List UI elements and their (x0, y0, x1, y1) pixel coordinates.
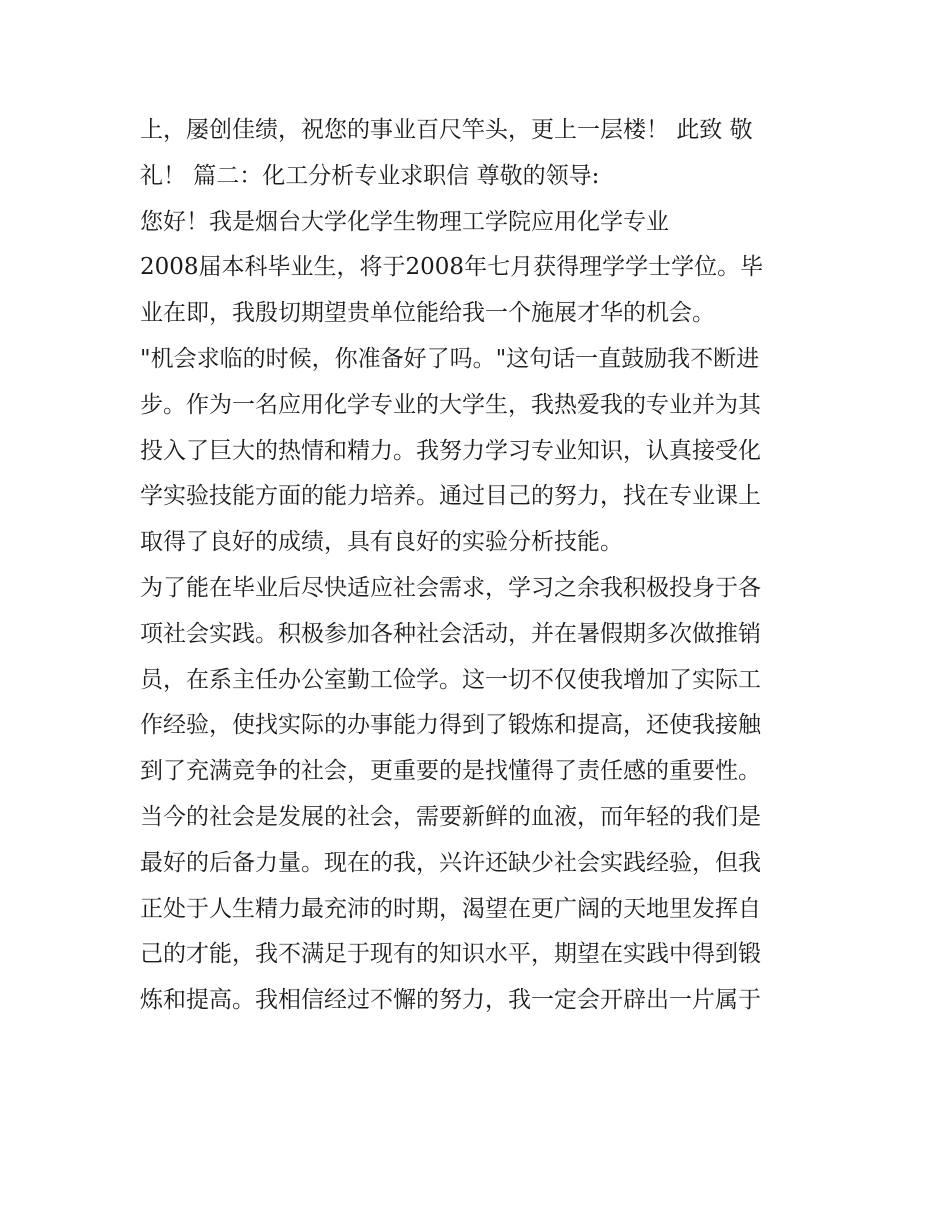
text-line: 炼和提高。我相信经过不懈的努力，我一定会开辟出一片属于 (140, 987, 761, 1014)
text-line: 为了能在毕业后尽快适应社会需求，学习之余我积极投身于各 (140, 574, 761, 601)
text-line: 上，屡创佳绩，祝您的事业百尺竿头，更上一层楼！ 此致 敬 (140, 117, 753, 143)
text-line: 业在即，我殷切期望贵单位能给我一个施展才华的机会。 (140, 300, 715, 327)
text-line: 到了充满竞争的社会，更重要的是找懂得了责任感的重要性。 (140, 758, 761, 785)
text-line: 当今的社会是发展的社会，需要新鲜的血液，而年轻的我们是 (140, 803, 761, 830)
text-line: 礼！ 篇二：化工分析专业求职信 尊敬的领导: (140, 162, 600, 189)
text-line: 正处于人生精力最充沛的时期，渴望在更广阔的天地里发挥自 (140, 895, 761, 922)
text-line: 最好的后备力量。现在的我，兴许还缺少社会实践经验，但我 (140, 849, 761, 876)
text-line: 项社会实践。积极参加各种社会活动，并在暑假期多次做推销 (140, 620, 761, 647)
text-line: "机会求临的时候，你准备好了吗。"这句话一直鼓励我不断进 (140, 345, 760, 372)
text-line: 投入了巨大的热情和精力。我努力学习专业知识，认真接受化 (140, 437, 761, 464)
text-line: 员，在系主任办公室勤工俭学。这一切不仅使我增加了实际工 (140, 666, 761, 693)
text-line: 2008届本科毕业生，将于2008年七月获得理学学士学位。毕 (140, 254, 764, 281)
text-line: 步。作为一名应用化学专业的大学生，我热爱我的专业并为其 (140, 391, 761, 418)
text-line: 取得了良好的成绩，具有良好的实验分析技能。 (140, 529, 623, 556)
text-line: 作经验，使找实际的办事能力得到了锻炼和提高，还使我接触 (140, 712, 761, 739)
text-line: 您好！我是烟台大学化学生物理工学院应用化学专业 (140, 208, 669, 235)
letter-body (140, 108, 820, 1024)
text-line: 学实验技能方面的能力培养。通过目己的努力，找在专业课上 (140, 483, 761, 510)
text-line: 己的才能，我不满足于现有的知识水平，期望在实践中得到锻 (140, 941, 761, 968)
